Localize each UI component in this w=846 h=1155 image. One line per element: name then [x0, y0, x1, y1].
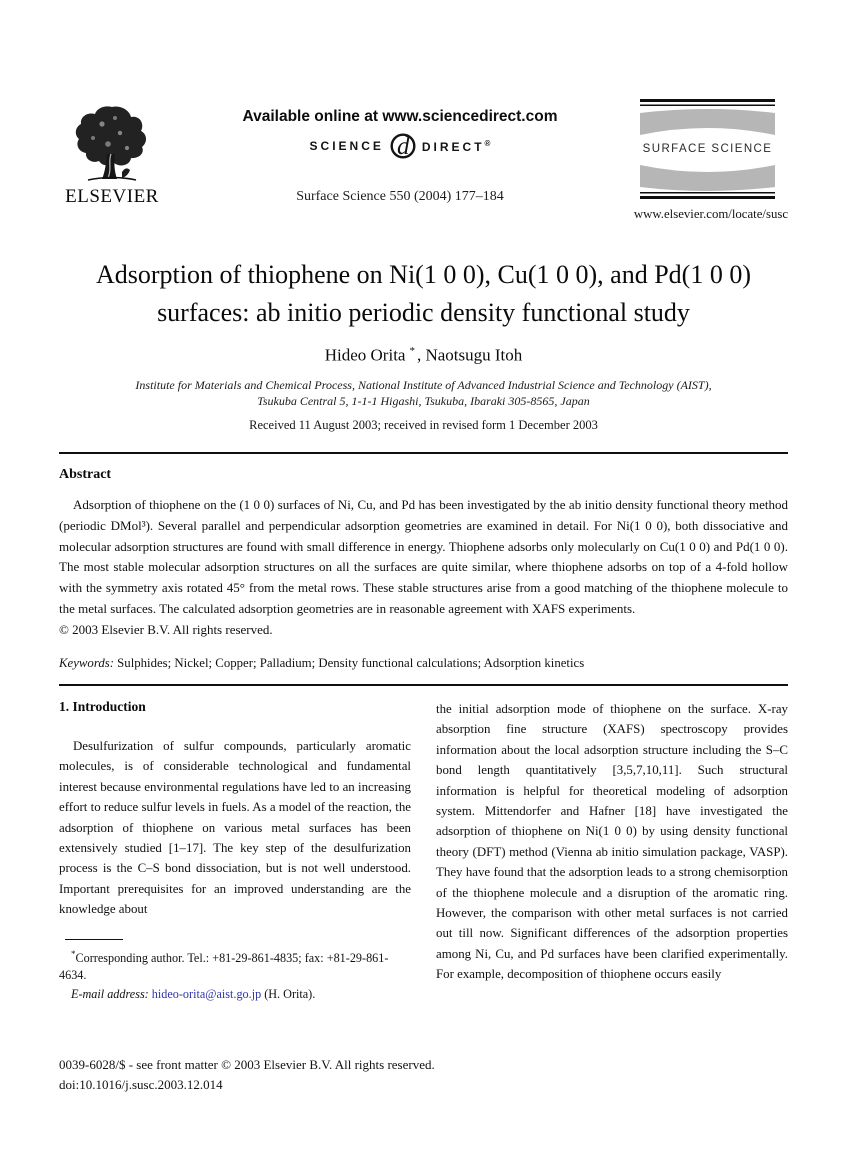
email-suffix: (H. Orita). [264, 987, 316, 1002]
journal-banner-title: SURFACE SCIENCE [642, 143, 773, 155]
keywords-line [59, 656, 788, 671]
abstract-text: Adsorption of thiophene on the (1 0 0) surfaces of Ni, Cu, and Pd has been investigated by the ab initio density functional theory method (periodic DMol³). Several parallel and perpendicular adsorption geometries are examined in detail. For Ni(1 0 0), both dissociative and molecular adsorption structures are found with small difference in energy. Thiophene adsorbs only molecularly on Cu(1 0 0) and Pd(1 0 0). The most stable molecular adsorption structures on all the surfaces are quite similar, where thiophene adsorbs on top of a 4-fold hollow with the symmetry axis rotated 45° from the metal rows. These stable structures arise from a good matching of the thiophene molecule to the metal surfaces. The calculated adsorption geometries are in reasonable agreement with XAFS experiments. [59, 497, 788, 616]
abstract-section [59, 452, 788, 686]
abstract-copyright: © 2003 Elsevier B.V. All rights reserved. [59, 621, 273, 637]
footnote-rule [65, 939, 123, 940]
sciencedirect-science-text: SCIENCE [309, 139, 384, 153]
sciencedirect-d-icon [388, 128, 418, 165]
section-heading-introduction: 1. Introduction [59, 699, 146, 714]
keywords-label: Keywords: [59, 655, 114, 670]
corresponding-author-marker: * [409, 345, 415, 357]
author-1: Hideo Orita [324, 345, 406, 365]
affiliation [59, 377, 788, 409]
column-left [59, 699, 411, 1003]
publisher-name: ELSEVIER [65, 186, 159, 207]
column-right [436, 699, 788, 1003]
registered-mark: ® [484, 138, 491, 148]
article-title [59, 256, 788, 332]
divider-rule-bottom [59, 684, 788, 686]
corresponding-author-note: *Corresponding author. Tel.: +81-29-861-4835; fax: +81-29-861-4634. [59, 948, 389, 983]
email-line [59, 986, 411, 1003]
sciencedirect-direct-text: DIRECT® [421, 138, 491, 154]
keywords-list: Sulphides; Nickel; Copper; Palladium; Density functional calculations; Adsorption kinetics [113, 655, 585, 670]
affiliation-line-2: Tsukuba Central 5, 1-1-1 Higashi, Tsukuba, Ibaraki 305-8565, Japan [257, 393, 590, 408]
footer-block [59, 1055, 788, 1094]
title-line-2: surfaces: ab initio periodic density functional study [157, 298, 690, 327]
abstract-heading: Abstract [59, 467, 112, 482]
journal-url: www.elsevier.com/locate/susc [633, 207, 788, 221]
journal-banner-bands-icon [640, 187, 775, 204]
intro-paragraph-left: Desulfurization of sulfur compounds, particularly aromatic molecules, is of considerable technological and fundamental interest because environmental regulations have led to an increasing effort to reduce sulfur levels in fuels. As a model of the reaction, the adsorption of thiophene on various metal surfaces has been extensively studied [1–17]. The key step of the desulfurization process is the C–S bond dissociation, but is not well understood. Important prerequisites for an improved understanding are the knowledge about [59, 739, 411, 917]
email-link[interactable]: hideo-orita@aist.go.jp [151, 987, 262, 1002]
divider-rule-top [59, 452, 788, 454]
footnote-block [59, 939, 411, 1003]
title-line-1: Adsorption of thiophene on Ni(1 0 0), Cu(1 0 0), and Pd(1 0 0) [96, 260, 751, 289]
intro-columns [59, 699, 788, 1003]
journal-banner-box [640, 99, 775, 205]
doi-line: doi:10.1016/j.susc.2003.12.014 [59, 1076, 223, 1092]
svg-text:d: d [396, 132, 410, 160]
intro-paragraph-right: the initial adsorption mode of thiophene on the surface. X-ray absorption fine structure (XAFS) spectroscopy provides information about the local adsorption structure including the S–C bond length quantitatively [3,5,7,10,11]. Such structural information is helpful for theoretical modeling of adsorption system. Mittendorfer and Hafner [18] have investigated the adsorption of thiophene on Ni(1 0 0) by using density functional theory (DFT) method (Vienna ab initio simulation package, VASP). They have found that the adsorption leads to a strong chemisorption of the thiophene molecule and a disruption of the aromatic ring. However, the comparison with other metal surfaces is not carried out till now. Significant differences of the adsorption properties among Ni, Cu, and Pd surfaces have been clarified experimentally. For example, decomposition of thiophene occurs easily [436, 702, 788, 982]
article-head [59, 256, 788, 433]
journal-citation: Surface Science 550 (2004) 177–184 [296, 189, 504, 204]
issn-line: 0039-6028/$ - see front matter © 2003 Elsevier B.V. All rights reserved. [59, 1057, 435, 1072]
email-label: E-mail address: [71, 987, 149, 1002]
affiliation-line-1: Institute for Materials and Chemical Process, National Institute of Advanced Industrial Science and Technology (AIST), [135, 377, 712, 392]
footnote-marker: * [71, 948, 76, 959]
author-2: , Naotsugu Itoh [416, 345, 523, 365]
received-dates: Received 11 August 2003; received in revised form 1 December 2003 [249, 417, 598, 432]
author-line [59, 345, 788, 366]
available-online-text: Available online at www.sciencedirect.com [242, 108, 558, 125]
